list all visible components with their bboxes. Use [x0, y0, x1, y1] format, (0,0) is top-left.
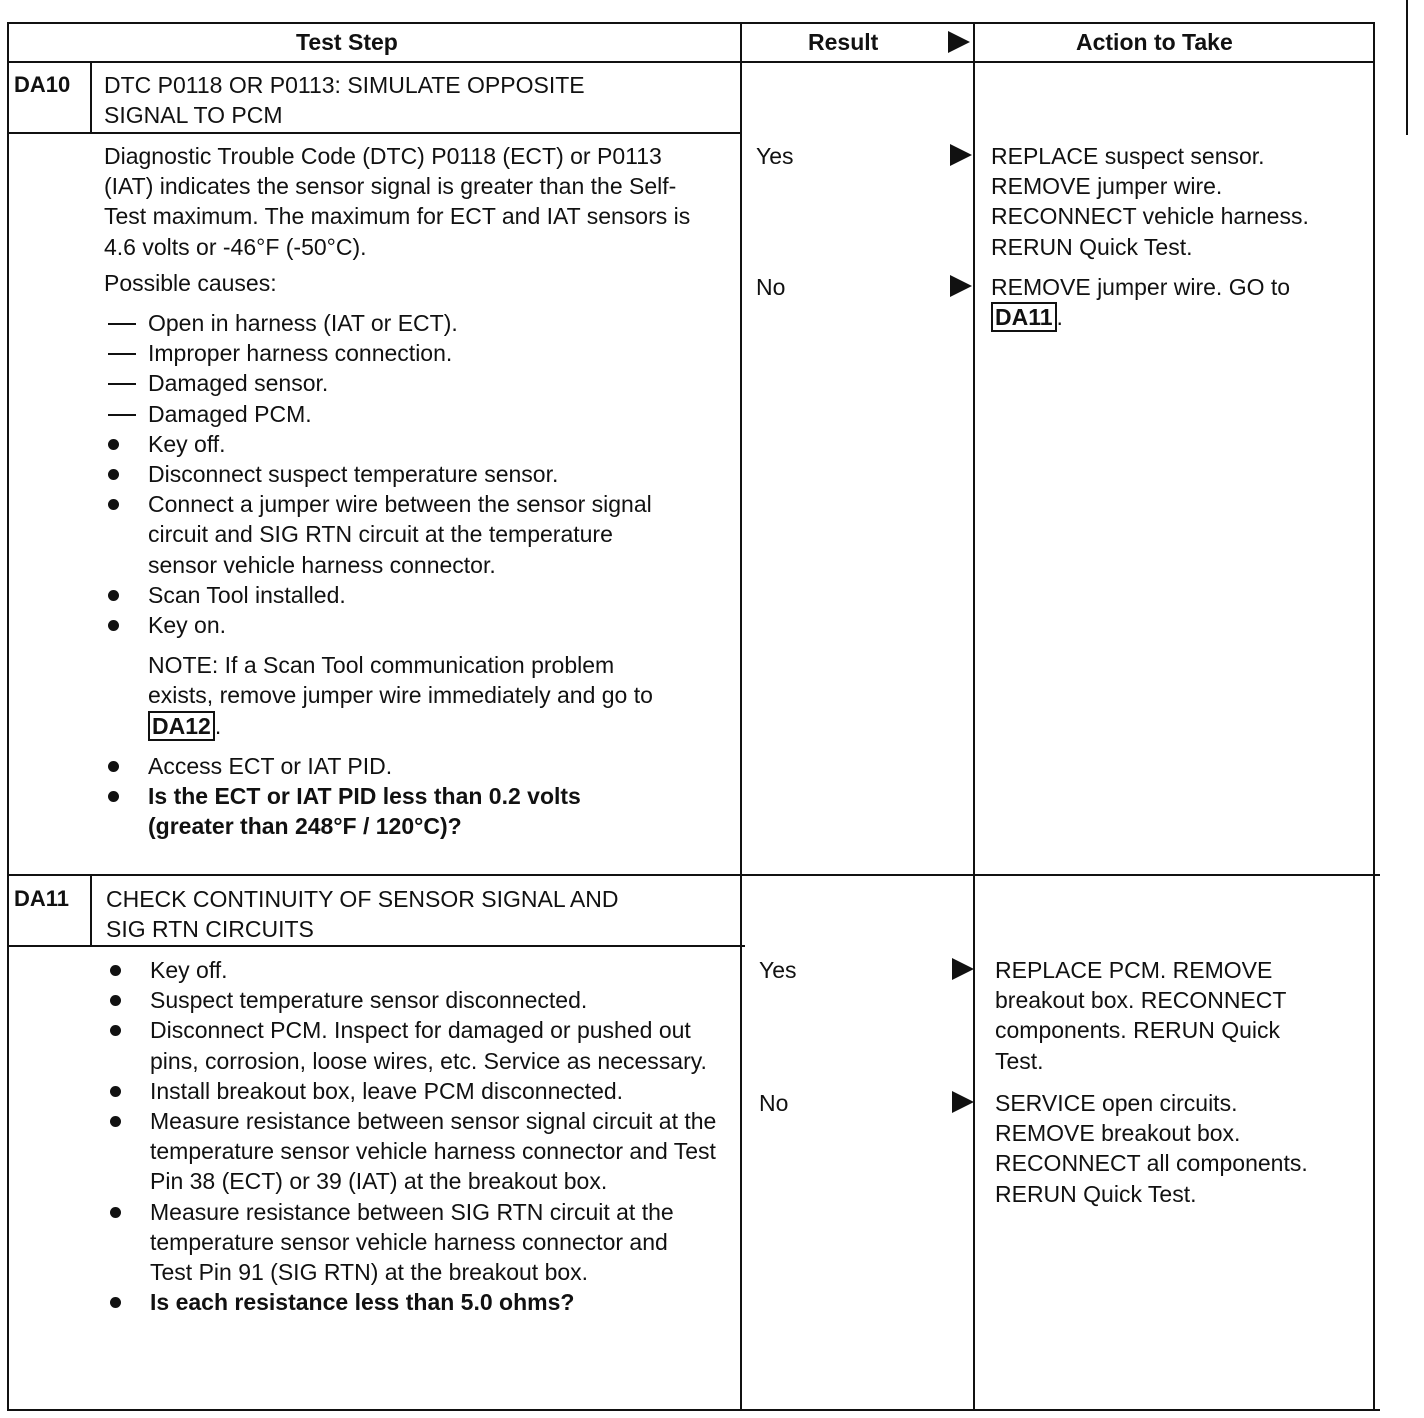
result-yes-da11: Yes	[759, 957, 797, 983]
cause-item: Damaged PCM.	[104, 399, 714, 429]
action-no-da11: SERVICE open circuits. REMOVE breakout box. RECONNECT all components. RERUN Quick Test.	[995, 1090, 1308, 1207]
link-da11[interactable]: DA11	[991, 302, 1057, 332]
test-instruction: Access ECT or IAT PID.	[104, 751, 714, 781]
bullet-icon	[110, 1297, 121, 1308]
cause-item: Improper harness connection.	[104, 338, 714, 368]
bullet-icon	[108, 761, 119, 772]
arrow-no-icon	[950, 275, 972, 297]
header-result: Result	[808, 29, 879, 55]
action-column-left-border	[973, 22, 975, 1411]
test-question: Is the ECT or IAT PID less than 0.2 volts (greater than 248°F / 120°C)?	[104, 781, 714, 841]
bullet-icon	[108, 590, 119, 601]
link-da12[interactable]: DA12	[148, 711, 215, 741]
bullet-icon	[110, 1207, 121, 1218]
table-bottom-border	[7, 1409, 1380, 1411]
result-no-da11: No	[759, 1090, 789, 1116]
action-no-da10: REMOVE jumper wire. GO to DA11 .	[991, 274, 1291, 331]
result-column-left-border	[740, 22, 742, 1411]
bullet-icon	[110, 995, 121, 1006]
arrow-yes-icon	[950, 144, 972, 166]
test-question: Is each resistance less than 5.0 ohms?	[106, 1287, 731, 1317]
test-instruction: Scan Tool installed.	[104, 580, 714, 610]
step-body-da11	[106, 955, 731, 1317]
action-yes-da11: REPLACE PCM. REMOVE breakout box. RECONNECT components. RERUN Quick Test.	[995, 957, 1287, 1074]
header-bottom-border	[7, 61, 1375, 63]
test-instruction: Disconnect PCM. Inspect for damaged or pushed out pins, corrosion, loose wires, etc. Service as necessary.	[106, 1015, 731, 1075]
step-da11-title-underline	[7, 945, 745, 947]
arrow-yes-icon	[952, 958, 974, 980]
step-intro: Diagnostic Trouble Code (DTC) P0118 (ECT) or P0113 (IAT) indicates the sensor signal is greater than the Self-Test maximum. The maximum for ECT and IAT sensors is 4.6 volts or -46°F (-50°C).	[104, 143, 691, 260]
page-edge-mark	[1406, 0, 1408, 135]
test-instruction: Key off.	[106, 955, 731, 985]
test-instruction: Key on.	[104, 610, 714, 640]
step-title-da11: CHECK CONTINUITY OF SENSOR SIGNAL AND SIG RTN CIRCUITS	[106, 886, 619, 943]
scan-tool-note: NOTE: If a Scan Tool communication problem exists, remove jumper wire immediately and go to DA12 .	[148, 652, 653, 739]
test-instruction: Install breakout box, leave PCM disconnected.	[106, 1076, 731, 1106]
test-instruction: Measure resistance between SIG RTN circuit at the temperature sensor vehicle harness connector and Test Pin 91 (SIG RTN) at the breakout box.	[106, 1197, 731, 1288]
cause-item: Damaged sensor.	[104, 368, 714, 398]
test-instruction: Connect a jumper wire between the sensor signal circuit and SIG RTN circuit at the temperature sensor vehicle harness connector.	[104, 489, 714, 580]
result-no-da10: No	[756, 274, 786, 300]
step-code-da11: DA11	[14, 886, 70, 911]
table-top-border	[7, 22, 1375, 24]
test-instruction: Disconnect suspect temperature sensor.	[104, 459, 714, 489]
bullet-icon	[108, 469, 119, 480]
bullet-icon	[110, 1025, 121, 1036]
bullet-icon	[108, 499, 119, 510]
step-divider	[7, 874, 1380, 876]
cause-item: Open in harness (IAT or ECT).	[104, 308, 714, 338]
bullet-icon	[110, 965, 121, 976]
possible-causes-label: Possible causes:	[104, 269, 277, 296]
step-da10-title-underline	[7, 132, 741, 134]
table-left-border	[7, 22, 9, 1411]
step-title-da10: DTC P0118 OR P0113: SIMULATE OPPOSITE SIGNAL TO PCM	[104, 72, 585, 129]
bullet-icon	[108, 791, 119, 802]
bullet-icon	[108, 439, 119, 450]
test-instruction: Suspect temperature sensor disconnected.	[106, 985, 731, 1015]
test-instruction: Measure resistance between sensor signal circuit at the temperature sensor vehicle harness connector and Test Pin 38 (ECT) or 39 (IAT) at the breakout box.	[106, 1106, 731, 1197]
result-yes-da10: Yes	[756, 143, 794, 169]
action-yes-da10: REPLACE suspect sensor. REMOVE jumper wire. RECONNECT vehicle harness. RERUN Quick Test.	[991, 143, 1309, 260]
bullet-icon	[108, 620, 119, 631]
code-column-divider-da11	[90, 876, 92, 947]
header-action-to-take: Action to Take	[1076, 29, 1233, 55]
test-instruction: Key off.	[104, 429, 714, 459]
arrow-no-icon	[952, 1091, 974, 1113]
step-code-da10: DA10	[14, 72, 71, 97]
bullet-icon	[110, 1086, 121, 1097]
header-arrow-icon	[948, 31, 970, 53]
header-test-step: Test Step	[296, 29, 398, 55]
step-body-da10	[104, 141, 714, 841]
code-column-divider-da10	[90, 62, 92, 134]
bullet-icon	[110, 1116, 121, 1127]
